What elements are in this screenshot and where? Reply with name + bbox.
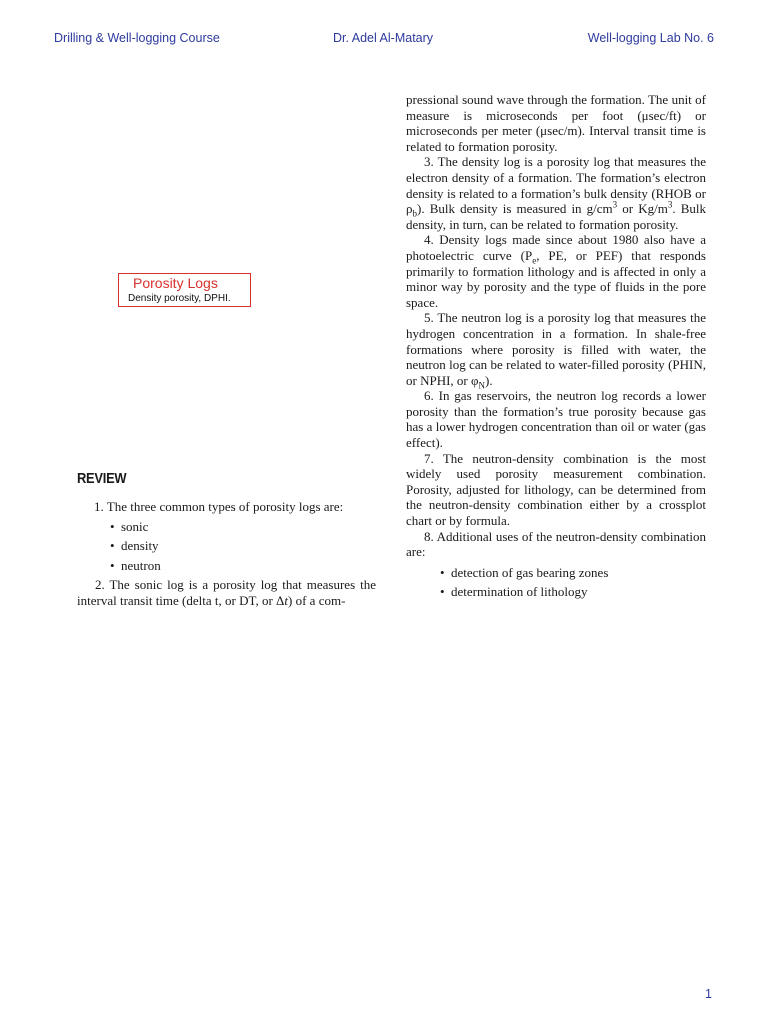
page-header	[0, 31, 768, 49]
paragraph-3: 3. The density log is a porosity log that measures the electron density of a formation. The formation’s electron density is related to a formation’s bulk density (RHOB or $\rho_b$). Bulk density is measured in $g/cm^3$ or $Kg/m^3$. Bulk density, in turn, can be related to formation porosity.	[406, 154, 706, 232]
list-item: • density	[121, 538, 376, 554]
callout-title: Porosity Logs	[133, 275, 218, 291]
porosity-logs-callout	[118, 273, 251, 307]
review-item-1: 1. The three common types of porosity logs are:	[94, 499, 344, 514]
left-column	[77, 499, 376, 609]
list-item: • detection of gas bearing zones	[451, 565, 706, 581]
list-item: • neutron	[121, 558, 376, 574]
porosity-log-types	[77, 519, 376, 574]
course-title: Drilling & Well-logging Course	[54, 31, 220, 45]
review-heading: REVIEW	[77, 470, 127, 487]
page-number: 1	[705, 987, 712, 1001]
paragraph-7: 7. The neutron-density combination is the most widely used porosity measurement combination. Porosity, adjusted for lithology, can be determined from the neutron-density combination either by a crossplot chart or by formula.	[406, 450, 706, 529]
paragraph-5: 5. The neutron log is a porosity log that measures the hydrogen concentration in a formation. In shale-free formations where porosity is filled with water, the neutron log can be related to water-filled porosity (PHIN, or NPHI, or $\varphi_N$).	[406, 310, 706, 391]
review-item-2: 2. The sonic log is a porosity log that measures the interval transit time (delta t, or DT, or Δt) of a com-	[77, 577, 376, 608]
paragraph-8: 8. Additional uses of the neutron-density combination are:	[406, 528, 706, 560]
list-item: • sonic	[121, 519, 376, 535]
paragraph-6: 6. In gas reservoirs, the neutron log records a lower porosity than the formation’s true porosity because gas has a lower hydrogen concentration than oil or water (gas effect).	[406, 388, 706, 451]
callout-subtitle: Density porosity, DPHI.	[128, 293, 231, 304]
author-name: Dr. Adel Al-Matary	[333, 31, 434, 45]
list-item: • determination of lithology	[451, 584, 706, 600]
paragraph-2-continued: pressional sound wave through the formation. The unit of measure is microseconds per foot (μsec/ft) or microseconds per meter (μsec/m). Interval transit time is related to formation porosity.	[406, 92, 706, 154]
paragraph-4: 4. Density logs made since about 1980 also have a photoelectric curve ($P_e$, PE, or PEF) that responds primarily to formation lithology and is affected in only a minor way by porosity and the type of fluids in the pore space.	[406, 232, 706, 310]
neutron-density-uses	[406, 565, 706, 600]
lab-title: Well-logging Lab No. 6	[587, 31, 714, 45]
right-column	[406, 92, 706, 604]
